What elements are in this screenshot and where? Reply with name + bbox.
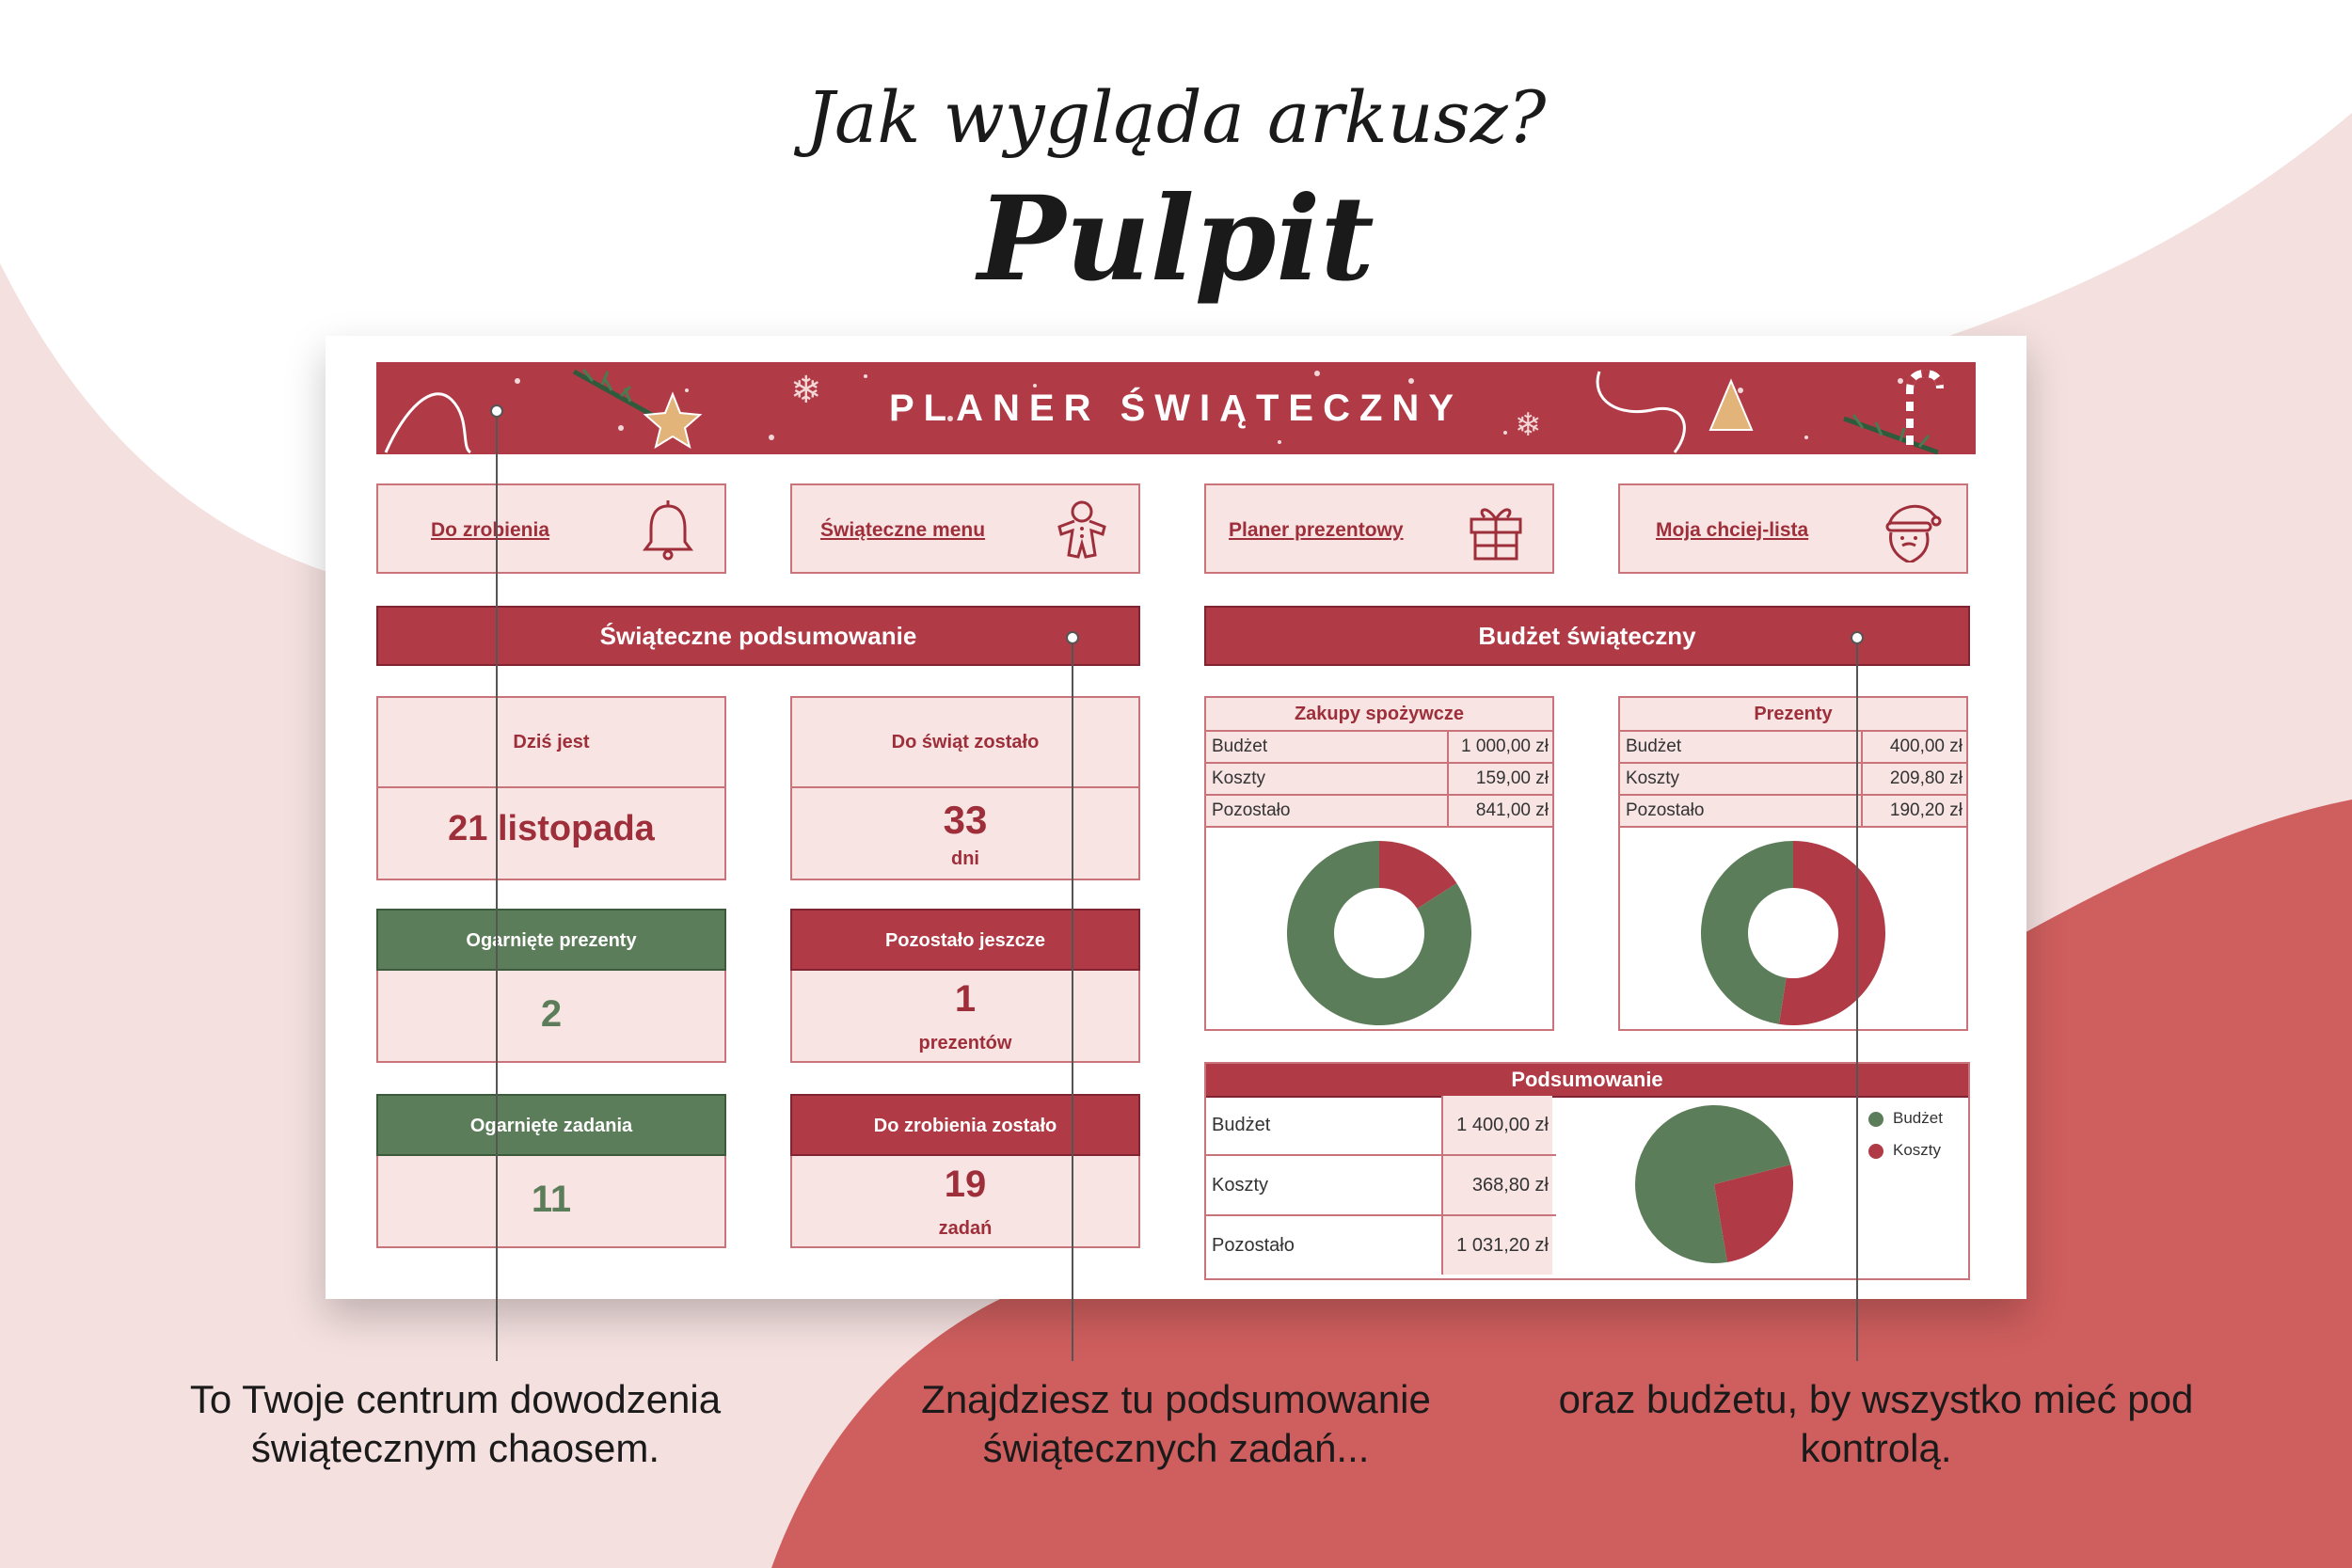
nav-label[interactable]: Moja chciej-lista	[1656, 519, 1809, 541]
tasks-done-value: 11	[531, 1179, 572, 1220]
table-row	[1620, 796, 1966, 828]
legend-label: Koszty	[1893, 1141, 1942, 1159]
page-title: Pulpit	[977, 171, 1375, 308]
caption-center: Znajdziesz tu podsumowanie świątecznych zadań...	[921, 1377, 1431, 1470]
gift-icon	[1464, 499, 1528, 562]
row-key: Koszty	[1212, 1175, 1269, 1196]
tasks-left-unit: zadań	[938, 1218, 993, 1239]
legend-item-costs	[1868, 1141, 1941, 1160]
countdown-label: Do świąt zostało	[792, 698, 1138, 788]
donut-hole	[1334, 888, 1424, 978]
gifts-left-value: 1	[954, 978, 977, 1020]
legend-swatch	[1868, 1112, 1883, 1127]
banner-title: PLANER ŚWIĄTECZNY	[889, 388, 1463, 429]
gifts-done-label: Ogarnięte prezenty	[376, 909, 726, 971]
gingerbread-icon	[1050, 499, 1114, 562]
callout-pin	[1851, 631, 1864, 644]
budget-section-header: Budżet świąteczny	[1204, 606, 1970, 666]
row-key: Koszty	[1620, 764, 1863, 794]
gifts-done-card	[376, 909, 726, 1063]
caption-left: To Twoje centrum dowodzenia świątecznym chaosem.	[189, 1377, 722, 1470]
nav-label[interactable]: Świąteczne menu	[820, 519, 986, 541]
legend-swatch	[1868, 1144, 1883, 1159]
summary-section-header: Świąteczne podsumowanie	[376, 606, 1140, 666]
bell-icon	[636, 499, 700, 562]
countdown-unit: dni	[951, 848, 979, 869]
summary-title: Podsumowanie	[1206, 1064, 1968, 1098]
gifts-donut-chart	[1620, 828, 1966, 1033]
tasks-done-label: Ogarnięte zadania	[376, 1094, 726, 1156]
today-label: Dziś jest	[378, 698, 724, 788]
gifts-left-unit: prezentów	[918, 1033, 1012, 1053]
gifts-budget	[1618, 696, 1968, 1031]
countdown-value: 33	[943, 798, 988, 842]
gifts-done-value: 2	[540, 993, 563, 1035]
today-card	[376, 696, 726, 880]
planner-banner	[376, 362, 1976, 454]
santa-icon	[1878, 499, 1942, 562]
row-value: 1 400,00 zł	[1441, 1096, 1552, 1154]
snowflake-icon: ❄	[1515, 407, 1542, 443]
row-key: Pozostało	[1206, 796, 1449, 826]
row-value: 209,80 zł	[1889, 768, 1963, 788]
row-key: Pozostało	[1620, 796, 1863, 826]
callout-line	[496, 411, 498, 1361]
table-row	[1620, 732, 1966, 764]
tasks-left-value: 19	[944, 1164, 987, 1205]
nav-button-todo[interactable]	[376, 483, 726, 574]
row-value: 841,00 zł	[1475, 800, 1549, 820]
gifts-left-label: Pozostało jeszcze	[790, 909, 1140, 971]
budget-summary	[1204, 1062, 1970, 1280]
caption-right: oraz budżetu, by wszystko mieć pod kontrolą.	[1558, 1377, 2194, 1470]
groceries-budget	[1204, 696, 1554, 1031]
table-row	[1206, 1156, 1556, 1216]
tasks-done-card	[376, 1094, 726, 1248]
snowflake-icon: ❄	[790, 370, 822, 411]
nav-button-menu[interactable]	[790, 483, 1140, 574]
tasks-left-label: Do zrobienia zostało	[790, 1094, 1140, 1156]
row-value: 400,00 zł	[1889, 736, 1963, 756]
dashboard-sheet	[326, 336, 2026, 1299]
today-value: 21 listopada	[448, 809, 655, 848]
row-value: 368,80 zł	[1441, 1156, 1552, 1214]
legend-label: Budżet	[1893, 1109, 1943, 1127]
table-row	[1620, 764, 1966, 796]
gifts-title: Prezenty	[1620, 698, 1966, 732]
row-value: 159,00 zł	[1475, 768, 1549, 788]
nav-button-wishlist[interactable]	[1618, 483, 1968, 574]
row-key: Budżet	[1206, 732, 1449, 762]
nav-label[interactable]: Do zrobienia	[431, 519, 550, 541]
callout-line	[1072, 638, 1073, 1361]
table-row	[1206, 796, 1552, 828]
table-row	[1206, 732, 1552, 764]
row-key: Budżet	[1620, 732, 1863, 762]
tasks-left-card	[790, 1094, 1140, 1248]
groceries-donut-chart	[1206, 828, 1552, 1033]
nav-label[interactable]: Planer prezentowy	[1229, 519, 1404, 541]
row-value: 190,20 zł	[1889, 800, 1963, 820]
table-row	[1206, 1096, 1556, 1156]
row-key: Pozostało	[1212, 1235, 1295, 1256]
legend-item-budget	[1868, 1109, 1943, 1128]
countdown-card	[790, 696, 1140, 880]
groceries-title: Zakupy spożywcze	[1206, 698, 1552, 732]
summary-pie-chart	[1601, 1096, 1827, 1278]
table-row	[1206, 764, 1552, 796]
table-row	[1206, 1216, 1556, 1276]
gifts-left-card	[790, 909, 1140, 1063]
callout-pin	[490, 404, 503, 418]
page-subtitle: Jak wygląda arkusz?	[805, 75, 1547, 159]
callout-pin	[1066, 631, 1079, 644]
row-value: 1 000,00 zł	[1461, 736, 1549, 756]
row-value: 1 031,20 zł	[1441, 1216, 1552, 1275]
callout-line	[1856, 638, 1858, 1361]
donut-hole	[1748, 888, 1838, 978]
nav-button-gift-planner[interactable]	[1204, 483, 1554, 574]
row-key: Koszty	[1206, 764, 1449, 794]
row-key: Budżet	[1212, 1115, 1271, 1135]
